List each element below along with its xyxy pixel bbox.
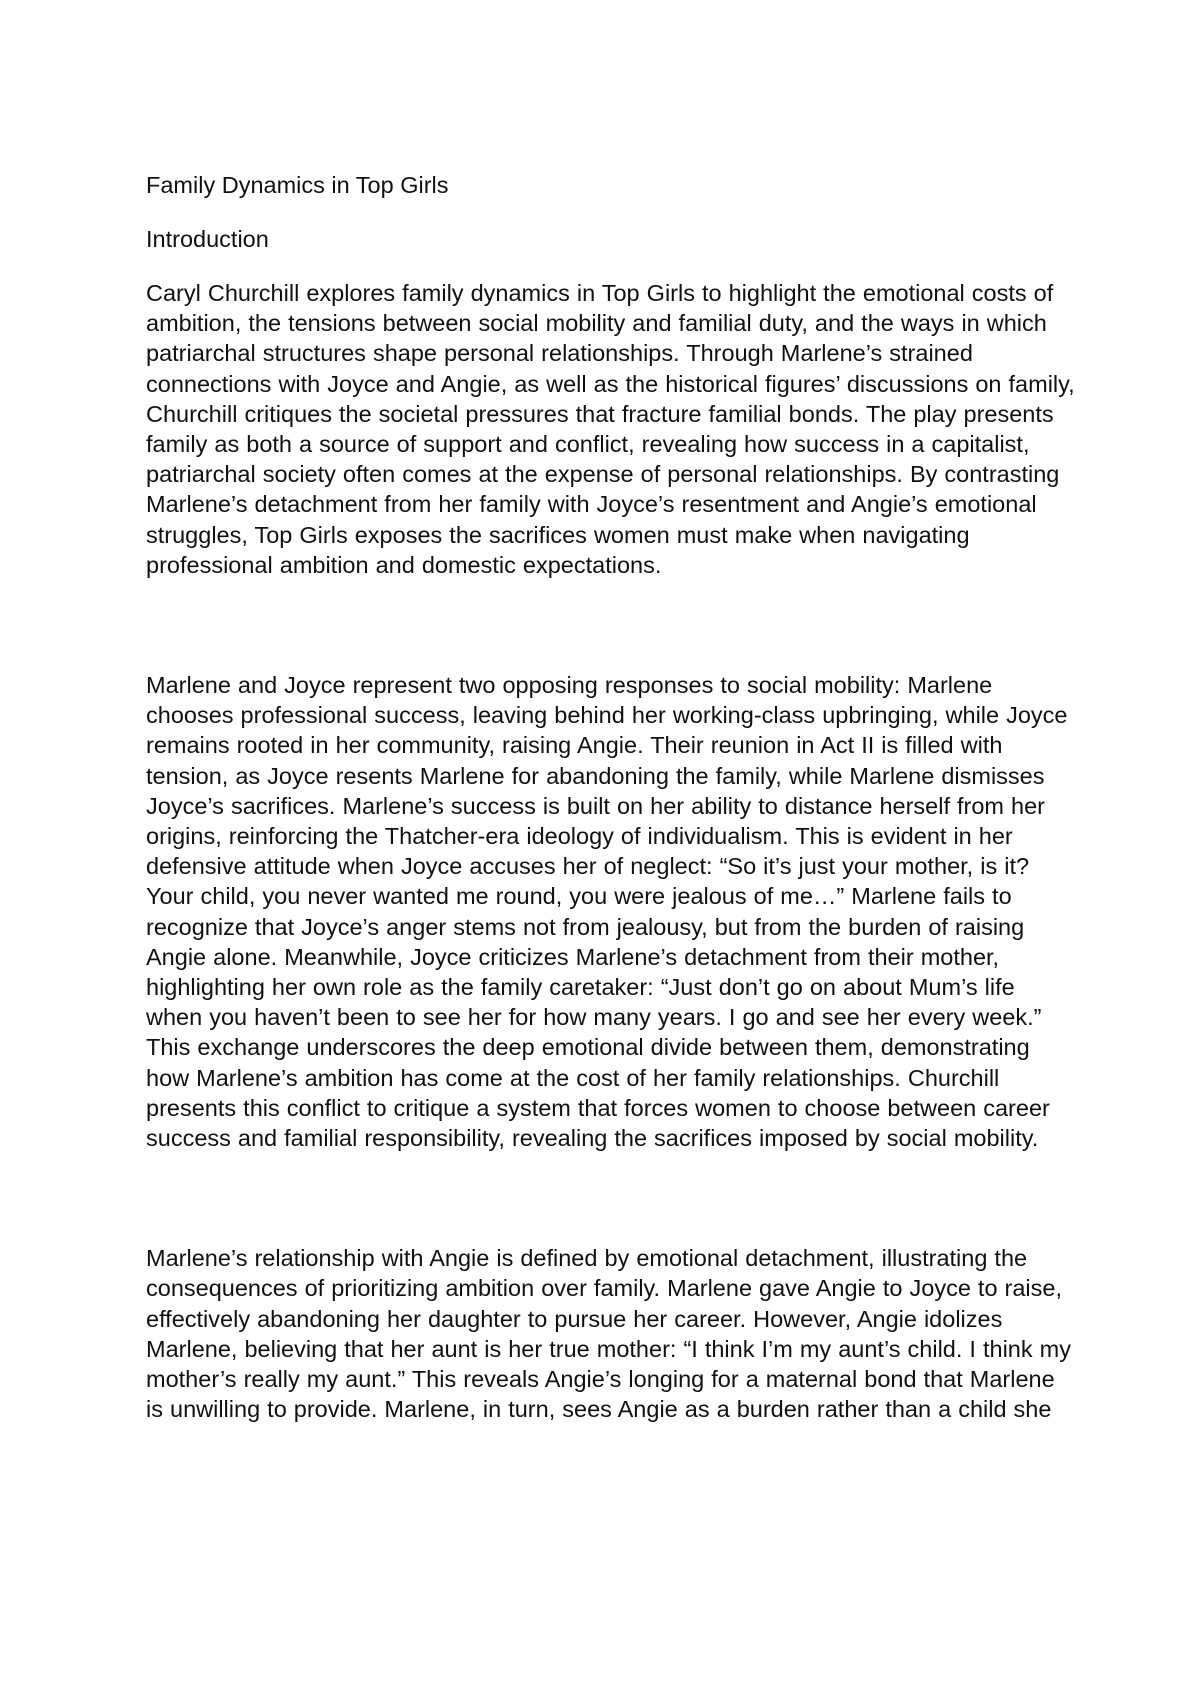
paragraph-marlene-angie: Marlene’s relationship with Angie is defined by emotional detachment, illustrating the consequences of prioritizing ambition over family. Marlene gave Angie to Joyce to raise, effectively abandoning her daughter to pursue her career. However, Angie idolizes Marlene, believing that her aunt is her true mother: “I think I’m my aunt’s child. I think my mother’s really my aunt.” This reveals Angie’s longing for a maternal bond that Marlene is unwilling to provide. Marlene, in turn, sees Angie as a burden rather than a child she — [146, 1245, 1071, 1423]
section-heading-introduction: Introduction — [146, 226, 269, 252]
paragraph-introduction: Caryl Churchill explores family dynamics in Top Girls to highlight the emotional costs of ambition, the tensions between social mobility and familial duty, and the ways in which patriarchal structures shape personal relationships. Through Marlene’s strained connections with Joyce and Angie, as well as the historical figures’ discussions on family, Churchill critiques the societal pressures that fracture familial bonds. The play presents family as both a source of support and conflict, revealing how success in a capitalist, patriarchal society often comes at the expense of personal relationships. By contrasting Marlene’s detachment from her family with Joyce’s resentment and Angie’s emotional struggles, Top Girls exposes the sacrifices women must make when navigating professional ambition and domestic expectations. — [146, 280, 1075, 578]
paragraph-spacer — [146, 1153, 1076, 1243]
document-content — [146, 170, 1076, 1425]
document-title: Family Dynamics in Top Girls — [146, 172, 449, 198]
paragraph-marlene-joyce: Marlene and Joyce represent two opposing responses to social mobility: Marlene chooses professional success, leaving behind her working-class upbringing, while Joyce remains rooted in her community, raising Angie. Their reunion in Act II is filled with tension, as Joyce resents Marlene for abandoning the family, while Marlene dismisses Joyce’s sacrifices. Marlene’s success is built on her ability to distance herself from her origins, reinforcing the Thatcher-era ideology of individualism. This is evident in her defensive attitude when Joyce accuses her of neglect: “So it’s just your mother, is it? Your child, you never wanted me round, you were jealous of me…” Marlene fails to recognize that Joyce’s anger stems not from jealousy, but from the burden of raising Angie alone. Meanwhile, Joyce criticizes Marlene’s detachment from their mother, highlighting her own role as the family caretaker: “Just don’t go on about Mum’s life when you haven’t been to see her for how many years. I go and see her every week.” This exchange underscores the deep emotional divide between them, demonstrating how Marlene’s ambition has come at the cost of her family relationships. Churchill presents this conflict to critique a system that forces women to choose between career success and familial responsibility, revealing the sacrifices imposed by social mobility. — [146, 672, 1068, 1152]
paragraph-spacer — [146, 580, 1076, 670]
